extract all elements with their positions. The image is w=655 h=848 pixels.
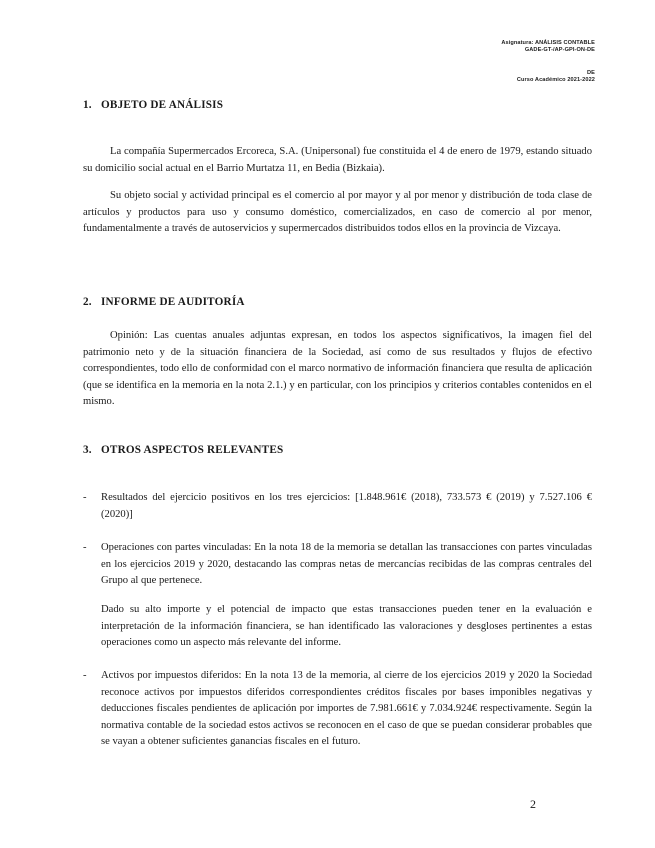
header-course-code: GADE-GT-/AP-GPI-ON-DE	[524, 47, 595, 53]
list-item-resultados: Resultados del ejercicio positivos en los tres ejercicios: [1.848.961€ (2018), 733.573 € (2019) y 7.527.106 € (2020)]	[101, 492, 592, 520]
section-heading-objeto	[83, 99, 223, 111]
list-item-impuestos-diferidos: Activos por impuestos diferidos: En la nota 13 de la memoria, al cierre de los ejercicios 2019 y 2020 la Sociedad reconoce activos por impuestos diferidos correspondientes créditos fiscales por bases imponibles negativas y deducciones fiscales pendientes de aplicación por importes de 7.981.661€ y 7.034.924€ respectivamente. Según la normativa contable de la sociedad estos activos se reconocen en el caso de que se puedan considerar probables que se vayan a obtener suficientes ganancias fiscales en el futuro.	[101, 670, 592, 748]
header-code-suffix: DE	[587, 70, 595, 76]
section-number: 2.	[83, 296, 92, 308]
list-item-partes-vinculadas: Operaciones con partes vinculadas: En la nota 18 de la memoria se detallan las transacciones con partes vinculadas en los ejercicios 2019 y 2020, destacando las compras netas de mercancías recibidas de las compras centrales del Grupo al que pertenece.	[101, 542, 592, 587]
paragraph-activity: Su objeto social y actividad principal es el comercio al por mayor y al por menor y distribución de toda clase de artículos y productos para uso y consumo doméstico, comercializados, en caso de comercio al por menor, fundamentalmente a través de autoservicios y supermercados distribuidos todos ellos en la provincia de Vizcaya.	[83, 190, 592, 235]
section-title: OBJETO DE ANÁLISIS	[101, 99, 224, 111]
section-number: 1.	[83, 99, 92, 111]
list-bullet: -	[83, 492, 87, 503]
list-bullet: -	[83, 542, 87, 553]
section-title: OTROS ASPECTOS RELEVANTES	[101, 444, 284, 456]
list-item-continuation: Dado su alto importe y el potencial de impacto que estas transacciones pueden tener en la evaluación e interpretación de la información financiera, se han identificado las valoraciones y desgloses pertinentes a estas operaciones como un aspecto más relevante del informe.	[101, 604, 592, 649]
section-title: INFORME DE AUDITORÍA	[101, 296, 245, 308]
section-heading-otros	[83, 444, 283, 456]
list-bullet: -	[83, 670, 87, 681]
section-heading-auditoria	[83, 296, 245, 308]
page-number: 2	[530, 797, 536, 811]
section-number: 3.	[83, 444, 92, 456]
paragraph-audit-opinion: Opinión: Las cuentas anuales adjuntas expresan, en todos los aspectos significativos, la imagen fiel del patrimonio neto y de la situación financiera de la Sociedad, así como de sus resultados y flujos de efectivo correspondientes, todo ello de conformidad con el marco normativo de información financiera que resulta de aplicación (que se identifica en la memoria en la nota 2.1.) y en particular, con los principios y criterios contables contenidos en el mismo.	[83, 330, 592, 408]
paragraph-company: La compañía Supermercados Ercoreca, S.A. (Unipersonal) fue constituida el 4 de enero de 1979, estando situado su domicilio social actual en el Barrio Murtatza 11, en Bedia (Bizkaia).	[83, 146, 592, 174]
header-academic-year: Curso Académico 2021-2022	[516, 77, 595, 83]
header-course-name: Asignatura: ANÁLISIS CONTABLE	[501, 40, 595, 46]
